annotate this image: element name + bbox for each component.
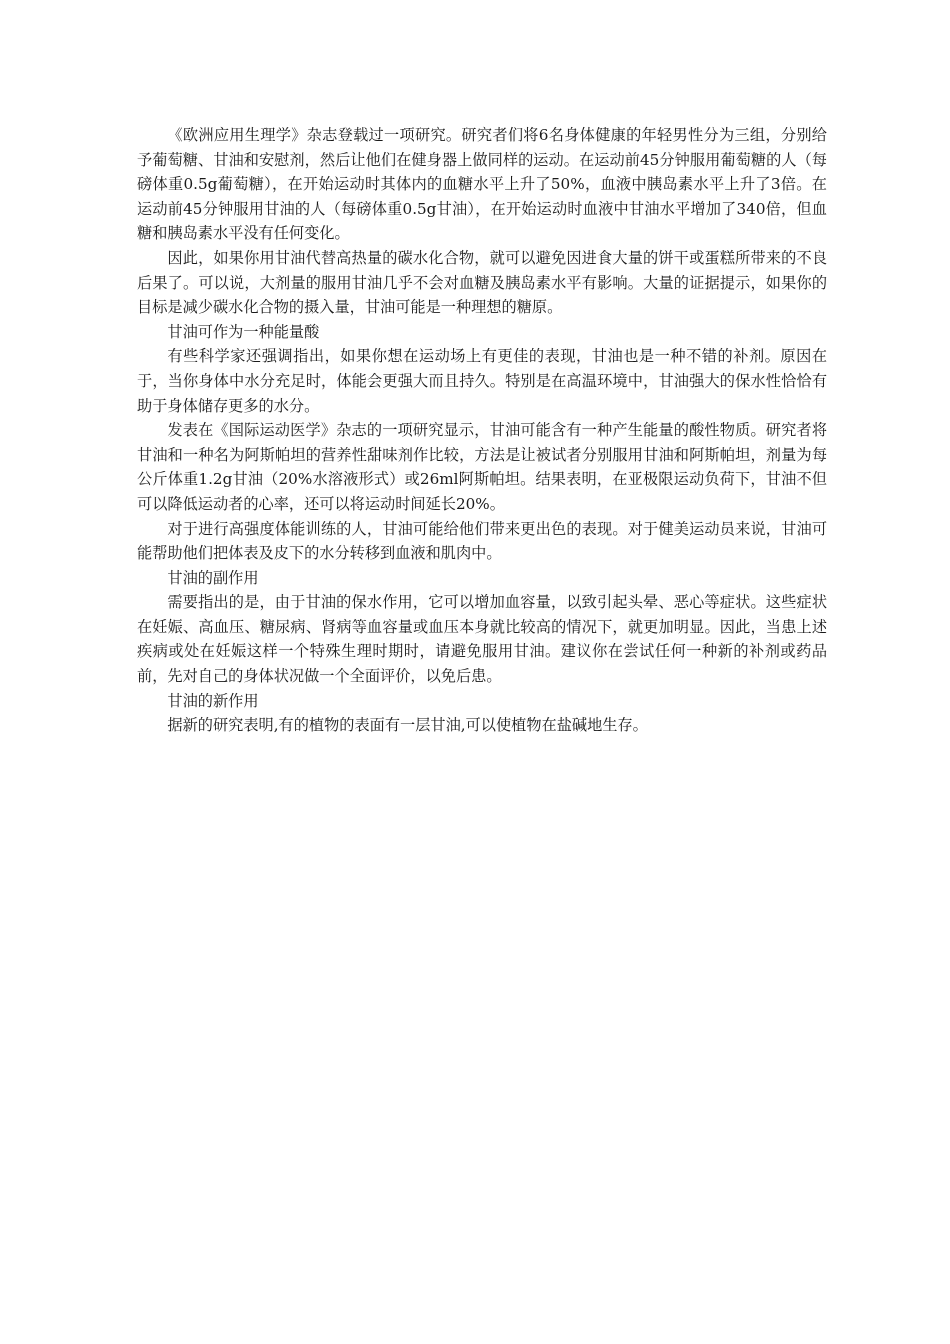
- section-heading-side-effects: 甘油的副作用: [167, 568, 259, 587]
- paragraph-side-effects: 需要指出的是，由于甘油的保水作用，它可以增加血容量，以致引起头晕、恶心等症状。这些症状在妊娠、高血压、糖尿病、肾病等血容量或血压本身就比较高的情况下，就更加明显。因此，当患上述疾病或处在妊娠这样一个特殊生理时期时，请避免服用甘油。建议你在尝试任何一种新的补剂或药品前，先对自己的身体状况做一个全面评价，以免后患。: [137, 593, 827, 686]
- paragraph-sports-medicine-study: 发表在《国际运动医学》杂志的一项研究显示，甘油可能含有一种产生能量的酸性物质。研究者将甘油和一种名为阿斯帕坦的营养性甜味剂作比较，方法是让被试者分别服用甘油和阿斯帕坦，剂量为每公斤体重1.2g甘油（20%水溶液形式）或26ml阿斯帕坦。结果表明，在亚极限运动负荷下，甘油不但可以降低运动者的心率，还可以将运动时间延长20%。: [137, 421, 827, 513]
- section-heading-energy-acid: 甘油可作为一种能量酸: [167, 322, 320, 341]
- section-heading-new-uses: 甘油的新作用: [167, 691, 259, 710]
- document-body: [137, 123, 827, 738]
- paragraph-hydration: 有些科学家还强调指出，如果你想在运动场上有更佳的表现，甘油也是一种不错的补剂。原因在于，当你身体中水分充足时，体能会更强大而且持久。特别是在高温环境中，甘油强大的保水性恰恰有助于身体储存更多的水分。: [137, 347, 827, 415]
- paragraph-high-intensity: 对于进行高强度体能训练的人，甘油可能给他们带来更出色的表现。对于健美运动员来说，甘油可能帮助他们把体表及皮下的水分转移到血液和肌肉中。: [137, 519, 827, 563]
- paragraph-glycerol-substitute: 因此，如果你用甘油代替高热量的碳水化合物，就可以避免因进食大量的饼干或蛋糕所带来的不良后果了。可以说，大剂量的服用甘油几乎不会对血糖及胰岛素水平有影响。大量的证据提示，如果你的目标是减少碳水化合物的摄入量，甘油可能是一种理想的糖原。: [137, 248, 827, 317]
- paragraph-study-intro: 《欧洲应用生理学》杂志登载过一项研究。研究者们将6名身体健康的年轻男性分为三组，分别给予葡萄糖、甘油和安慰剂，然后让他们在健身器上做同样的运动。在运动前45分钟服用葡萄糖的人（每磅体重0.5g葡萄糖），在开始运动时其体内的血糖水平上升了50%，血液中胰岛素水平上升了3倍。在运动前45分钟服用甘油的人（每磅体重0.5g甘油），在开始运动时血液中甘油水平增加了340倍，但血糖和胰岛素水平没有任何变化。: [137, 126, 827, 243]
- paragraph-new-uses: 据新的研究表明,有的植物的表面有一层甘油,可以使植物在盐碱地生存。: [167, 716, 648, 735]
